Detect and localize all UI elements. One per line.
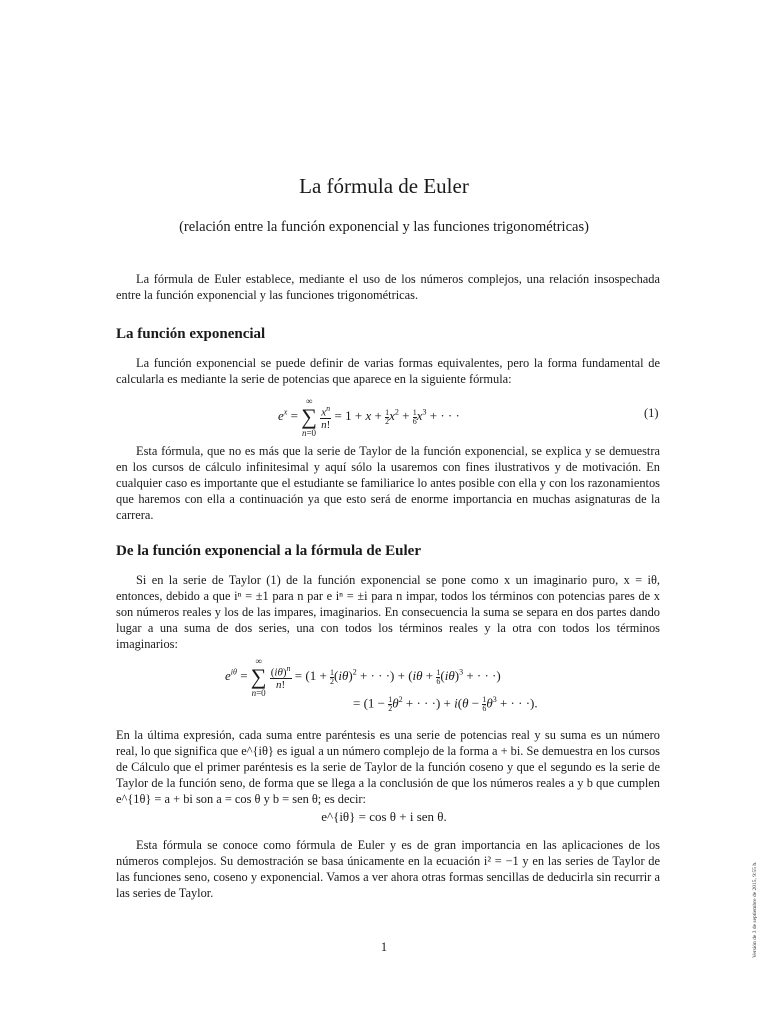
euler-formula: e^{iθ} = cos θ + i sen θ. [321,809,447,824]
intro-paragraph: La fórmula de Euler establece, mediante el uso de los números complejos, una relación insospechada entre la función exponencial y las funciones trigonométricas. [116,272,660,302]
equation-1: $e^x$ = ∞ ∑ n=0 $\frac{x^n}{n!}$ = 1 + x + $\frac{1}{2}x^2$ + $\frac{1}{6}x^3$ + · · · [278,396,460,438]
euler-paragraph-2: En la última expresión, cada suma entre paréntesis es una serie de potencias real y su suma es un número real, lo que significa que e^{iθ} es igual a un número complejo de la forma a + bi. Se demuestra en los cursos de Cálculo que el primer paréntesis es la serie de Taylor de la función coseno y que el segundo es la serie de Taylor de la función seno, de forma que se llega a la conclusión de que los números reales a y b que cumplen e^{1θ} = a + bi son a = cos θ y b = sen θ; es decir: [116,728,660,806]
section-heading-exponential: La función exponencial [116,326,266,342]
exponential-paragraph-1: La función exponencial se puede definir de varias formas equivalentes, pero la forma fundamental de calcularla es mediante la serie de potencias que aparece en la siguiente fórmula: [116,356,660,386]
equation-number-1: (1) [644,406,659,420]
page-subtitle: (relación entre la función exponencial y las funciones trigonométricas) [179,219,589,235]
exponential-paragraph-2: Esta fórmula, que no es más que la serie de Taylor de la función exponencial, se explica y se demuestra en los cursos de cálculo infinitesimal y aquí sólo la usaremos con fines ilustrativos y de motivación. En cualquier caso es importante que el estudiante se familiarice lo antes posible con ella y con los razonamientos que haremos con ella a continuación ya que esto será de enorme importancia en muchas asignaturas de la carrera. [116,444,660,522]
page-title: La fórmula de Euler [299,174,469,198]
euler-paragraph-3: Esta fórmula se conoce como fórmula de Euler y es de gran importancia en las aplicaciones de los números complejos. Su demostración se basa únicamente en la ecuación i² = −1 y en las series de Taylor de las funciones seno, coseno y exponencial. Vamos a ver ahora otras formas sencillas de deducirla sin recurrir a las series de Taylor. [116,838,660,900]
euler-paragraph-1: Si en la serie de Taylor (1) de la función exponencial se pone como x un imaginario puro, x = iθ, entonces, debido a que iⁿ = ±1 para n par e iⁿ = ±i para n impar, todos los términos con potencias pares de x son números reales y los de las impares, imaginarios. En consecuencia la suma se separa en dos partes dando lugar a una suma de dos series, una con todos los términos reales y la otra con todos los términos imaginarios: [116,573,660,651]
margin-version-note: Versión de 3 de septiembre de 2015, 9:55 h. [752,861,758,958]
equation-series-split-line-2: = (1 − $\frac{1}{2}\theta^2$ + · · ·) + i(θ − $\frac{1}{6}\theta^3$ + · · ·). [353,694,538,713]
page-number: 1 [380,940,388,954]
equation-series-split-line-1: $e^{i\theta}$ = ∞ ∑ n=0 $\frac{(i\theta)^n}{n!}$ = (1 + $\frac{1}{2}(i\theta)^2$ + · · ·) + (iθ + $\frac{1}{6}(i\theta)^3$ + · · ·) [225,656,501,698]
section-heading-euler: De la función exponencial a la fórmula de Euler [116,543,421,559]
